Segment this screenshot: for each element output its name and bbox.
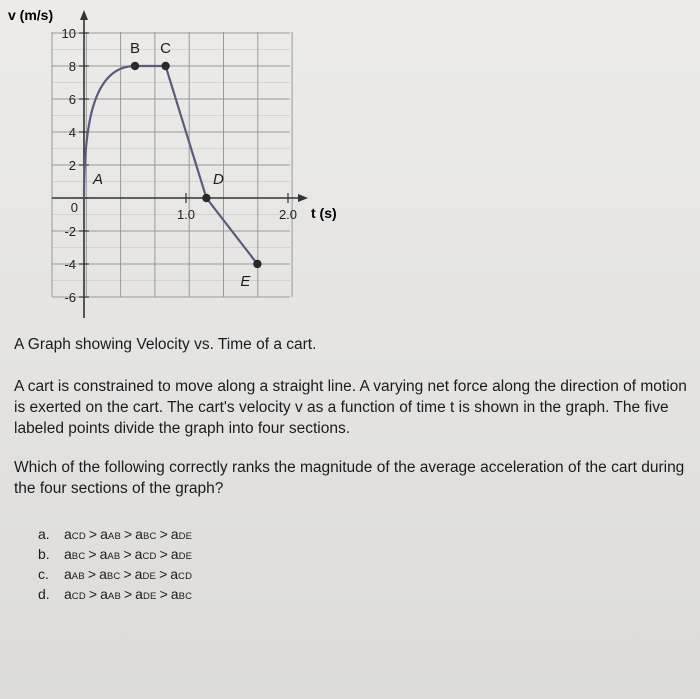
acceleration-symbol: a xyxy=(99,546,108,562)
option-letter: a. xyxy=(38,526,50,542)
y-tick-label: -2 xyxy=(64,224,76,239)
y-tick-label: -6 xyxy=(64,290,76,305)
point-label-b: B xyxy=(129,40,141,57)
acceleration-section: CD xyxy=(71,531,86,542)
option-d[interactable] xyxy=(38,584,192,604)
greater-than-symbol: > xyxy=(159,586,168,602)
point-c xyxy=(161,62,169,70)
graph-caption: A Graph showing Velocity vs. Time of a cart. xyxy=(14,336,317,353)
acceleration-symbol: a xyxy=(64,526,72,542)
acceleration-symbol: a xyxy=(170,566,179,582)
greater-than-symbol: > xyxy=(159,526,168,542)
greater-than-symbol: > xyxy=(87,566,97,582)
option-a[interactable] xyxy=(38,524,192,544)
y-tick-label: 6 xyxy=(68,92,76,107)
problem-intro: A cart is constrained to move along a straight line. A varying net force along the direction of motion is exerted on the cart. The cart's velocity v as a function of time t is shown in the graph. The five labeled points divide the graph into four sections. xyxy=(14,378,687,437)
greater-than-symbol: > xyxy=(123,526,133,542)
axes xyxy=(52,10,308,318)
point-e xyxy=(253,260,261,268)
point-label-a: A xyxy=(92,171,104,188)
acceleration-section: AB xyxy=(71,571,85,582)
greater-than-symbol: > xyxy=(123,546,132,562)
acceleration-section: DE xyxy=(178,531,193,542)
acceleration-section: AB xyxy=(107,591,121,602)
greater-than-symbol: > xyxy=(88,526,98,542)
answer-options xyxy=(38,524,192,604)
greater-than-symbol: > xyxy=(123,566,132,582)
acceleration-symbol: a xyxy=(135,526,143,542)
acceleration-section: DE xyxy=(142,571,157,582)
point-label-e: E xyxy=(240,273,251,290)
y-tick-label: 0 xyxy=(70,200,78,215)
y-tick-label: 4 xyxy=(68,125,76,140)
y-tick-label: -4 xyxy=(64,257,76,272)
acceleration-symbol: a xyxy=(170,546,179,562)
x-axis-label: t (s) xyxy=(311,205,337,221)
acceleration-section: CD xyxy=(142,551,157,562)
y-axis-label: v (m/s) xyxy=(8,7,54,23)
greater-than-symbol: > xyxy=(123,586,133,602)
acceleration-symbol: a xyxy=(64,546,72,562)
problem-question: Which of the following correctly ranks the magnitude of the average acceleration of the cart during the four sections of the graph? xyxy=(14,459,685,497)
acceleration-section: DE xyxy=(178,551,193,562)
acceleration-section: BC xyxy=(178,591,193,602)
acceleration-section: AB xyxy=(107,551,121,562)
acceleration-section: BC xyxy=(142,531,157,542)
acceleration-symbol: a xyxy=(99,566,107,582)
acceleration-symbol: a xyxy=(64,586,72,602)
option-c[interactable] xyxy=(38,564,192,584)
acceleration-symbol: a xyxy=(64,566,72,582)
point-label-d: D xyxy=(212,171,224,188)
option-letter: d. xyxy=(38,586,50,602)
option-letter: c. xyxy=(38,566,49,582)
velocity-time-graph xyxy=(0,0,700,330)
x-axis-arrow xyxy=(298,194,308,202)
acceleration-section: BC xyxy=(106,571,121,582)
x-tick-label: 2.0 xyxy=(278,207,298,222)
point-d xyxy=(202,194,210,202)
acceleration-symbol: a xyxy=(134,546,143,562)
x-tick-label: 1.0 xyxy=(176,207,196,222)
acceleration-symbol: a xyxy=(135,586,143,602)
point-b xyxy=(131,62,139,70)
y-tick-label: 8 xyxy=(68,59,76,74)
y-tick-label: 2 xyxy=(68,158,76,173)
acceleration-symbol: a xyxy=(134,566,143,582)
greater-than-symbol: > xyxy=(88,546,97,562)
acceleration-section: DE xyxy=(142,591,157,602)
greater-than-symbol: > xyxy=(159,546,168,562)
acceleration-symbol: a xyxy=(100,526,108,542)
acceleration-symbol: a xyxy=(100,586,108,602)
acceleration-section: CD xyxy=(178,571,193,582)
option-letter: b. xyxy=(38,546,50,562)
point-label-c: C xyxy=(160,40,172,57)
y-tick-label: 10 xyxy=(61,26,76,41)
acceleration-section: BC xyxy=(71,551,86,562)
acceleration-section: CD xyxy=(71,591,86,602)
y-axis-arrow xyxy=(80,10,88,20)
acceleration-section: AB xyxy=(107,531,121,542)
acceleration-symbol: a xyxy=(170,526,179,542)
greater-than-symbol: > xyxy=(88,586,98,602)
acceleration-symbol: a xyxy=(170,586,179,602)
greater-than-symbol: > xyxy=(159,566,168,582)
option-b[interactable] xyxy=(38,544,192,564)
